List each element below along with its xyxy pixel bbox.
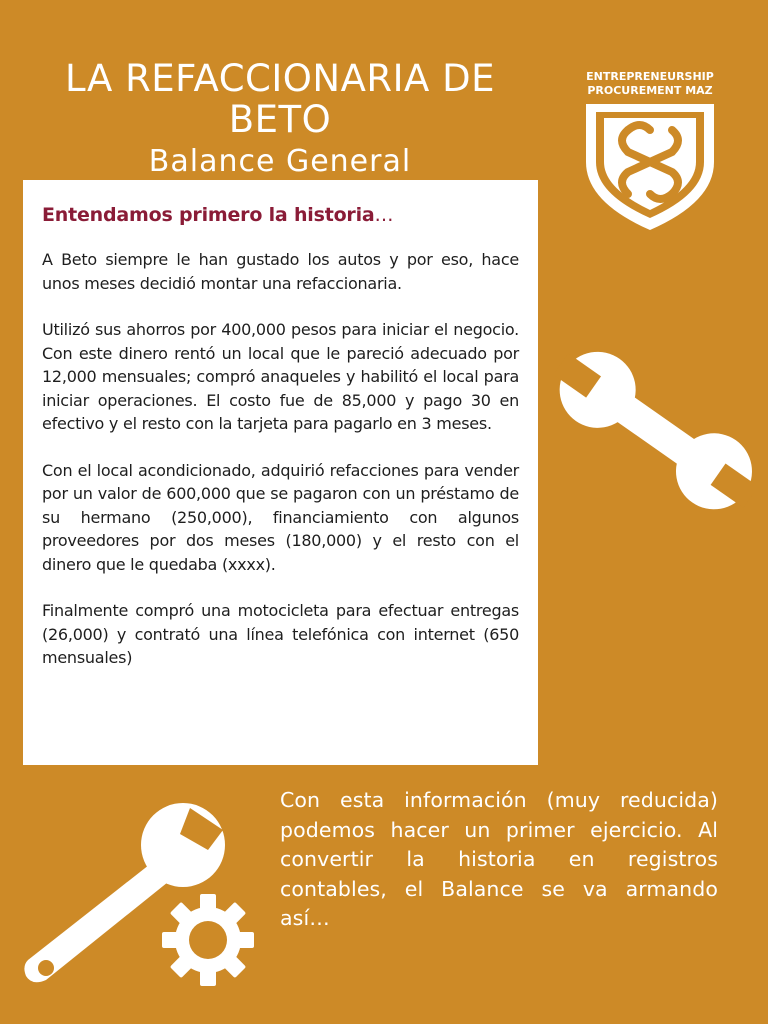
svg-text:PROCUREMENT MAZ xyxy=(587,84,712,97)
card-heading-ellipsis: … xyxy=(374,204,394,226)
tools-illustration xyxy=(18,790,268,1000)
page-title: LA REFACCIONARIA DE BETO xyxy=(65,57,495,141)
story-paragraph-1: A Beto siempre le han gustado los autos y por eso, hace unos meses decidió montar una refaccionaria. xyxy=(42,250,519,293)
story-paragraph-3: Con el local acondicionado, adquirió refacciones para vender por un valor de 600,000 que se pagaron con un préstamo de su hermano (250,000), financiamiento con algunos proveedores por dos meses (180,000) y el resto con el dinero que le quedaba (xxxx). xyxy=(42,460,519,574)
logo-line-2: PROCUREMENT MAZ xyxy=(587,84,713,97)
logo-line-1: ENTREPRENEURSHIP xyxy=(586,70,714,83)
story-paragraph-4: Finalmente compró una motocicleta para efectuar entregas (26,000) y contrató una línea telefónica con internet (650 mensuales) xyxy=(42,601,519,667)
bottom-caption: Con esta información (muy reducida) podemos hacer un primer ejercicio. Al convertir la historia en registros contables, el Balance se va armando así… xyxy=(280,788,718,930)
card-heading xyxy=(42,204,519,226)
story-paragraph-2: Utilizó sus ahorros por 400,000 pesos para iniciar el negocio. Con este dinero rentó un local que le pareció adecuado por 12,000 mensuales; compró anaqueles y habilitó el local para iniciar operaciones. El costo fue de 85,000 y pago 30 en efectivo y el resto con la tarjeta para pagarlo en 3 meses. xyxy=(42,320,519,433)
shield-logo-icon xyxy=(580,62,720,234)
card-heading-text: Entendamos primero la historia xyxy=(42,204,375,226)
gear-icon xyxy=(162,894,254,986)
header xyxy=(20,58,540,180)
wrench-icon xyxy=(555,335,755,525)
svg-text:ENTREPRENEURSHIP xyxy=(586,70,714,83)
page-subtitle: Balance General xyxy=(148,144,412,179)
story-card xyxy=(23,180,538,765)
